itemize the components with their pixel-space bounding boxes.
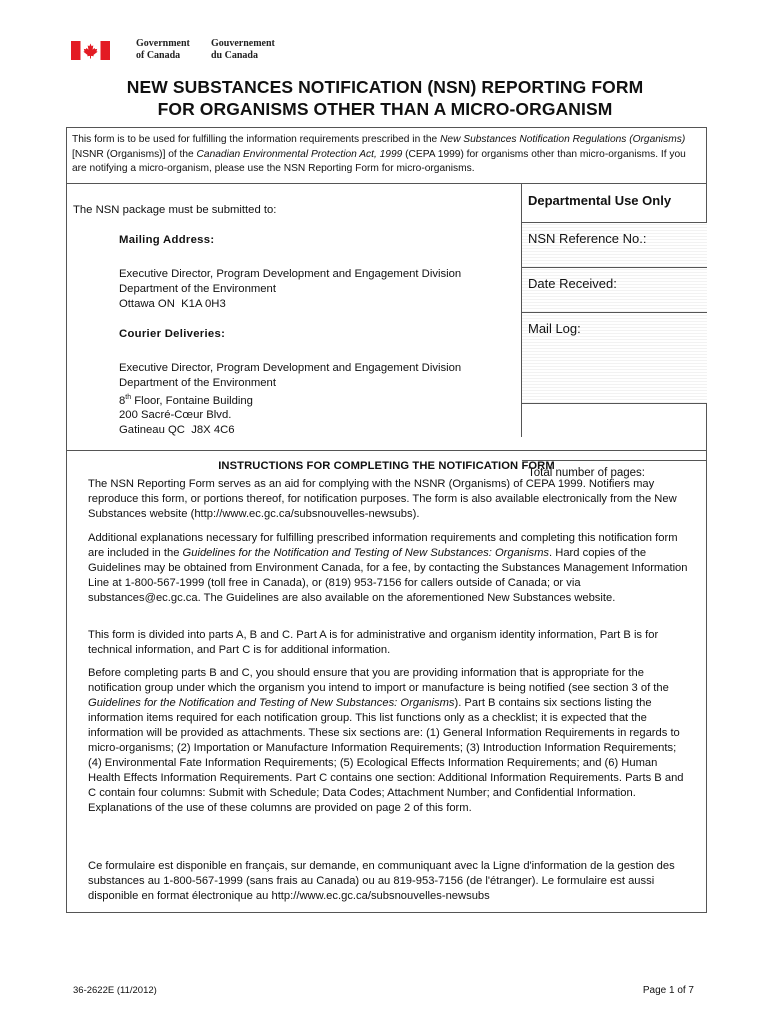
intro-part-3: [NSNR (Organisms)] of the <box>72 148 197 160</box>
gov-en-line2: of Canada <box>136 50 181 61</box>
courier-line-4: 200 Sacré-Cœur Blvd. <box>119 409 232 422</box>
gov-fr-line1: Gouvernement <box>211 38 275 49</box>
courier-floor-rest: Floor, Fontaine Building <box>131 394 253 407</box>
instructions-paragraph-4 <box>88 666 688 816</box>
intro-part-5: (CEPA 1999) for organisms other than micro-organisms. If you are notifying a micro-organism, please use the NSN Reporting Form for micro-organisms. <box>72 148 686 174</box>
departmental-use-heading: Departmental Use Only <box>522 184 707 223</box>
government-of-canada-en <box>136 38 190 62</box>
instructions-paragraph-3: This form is divided into parts A, B and C. Part A is for administrative and organism identity information, Part B is for technical information, and Part C is for additional information. <box>88 629 659 656</box>
instructions-heading: INSTRUCTIONS FOR COMPLETING THE NOTIFICATION FORM <box>218 460 555 472</box>
gov-fr-line2: du Canada <box>211 50 258 61</box>
p2-text-c: . Hard copies of the Guidelines may be obtained from Environment Canada, for a fee, by contacting the Substances Management Information Line at 1-800-567-1999 (toll free in Canada), or (819) 953-7156 for callers outside of Canada; or via substances@ec.gc.ca. The Guidelines are also available on the aforementioned New Substances website. <box>88 547 688 604</box>
courier-address <box>119 361 461 438</box>
intro-regulations-title: New Substances Notification Regulations (Organisms) <box>440 134 686 145</box>
gov-en-line1: Government <box>136 38 190 49</box>
page-title <box>60 76 710 120</box>
mailing-address: Executive Director, Program Development and Engagement Division Department of the Environment Ottawa ON K1A 0H3 <box>119 268 462 310</box>
nsn-reference-label: NSN Reference No.: <box>528 231 647 246</box>
form-frame <box>66 127 707 913</box>
intro-text <box>72 133 700 177</box>
canada-flag-icon <box>71 41 110 60</box>
french-availability-note: Ce formulaire est disponible en français, sur demande, en communiquant avec la Ligne d'information de la gestion des substances au 1-800-567-1999 (sans frais au Canada) ou au 819-953-7156 (de l'étranger). Le formulaire est aussi disponible en format électronique au http://www.ec.gc.ca/subsnouvelles-newsubs <box>88 860 675 902</box>
title-line-1: NEW SUBSTANCES NOTIFICATION (NSN) REPORTING FORM <box>126 77 644 97</box>
submission-heading: The NSN package must be submitted to: <box>73 204 277 216</box>
mail-log-label: Mail Log: <box>528 321 581 336</box>
page-number: Page 1 of 7 <box>642 985 694 996</box>
instructions-paragraph-2 <box>88 531 688 606</box>
p2-text-a: Additional explanations necessary for fulfilling prescribed information requirements and completing this notification form are included in the <box>88 532 678 559</box>
mailing-address-label: Mailing Address: <box>119 234 215 246</box>
guidelines-title: Guidelines for the Notification and Testing of New Substances: Organisms <box>182 547 550 559</box>
intro-act-title: Canadian Environmental Protection Act, 1999 <box>196 148 403 160</box>
instructions-paragraph-1: The NSN Reporting Form serves as an aid for complying with the NSNR (Organisms) of CEPA 1999. Notifiers may reproduce this form, or portions thereof, for notification purposes. The form is also available electronically from the New Substances website (http://www.ec.gc.ca/subsnouvelles-newsubs). <box>88 478 677 520</box>
courier-line-1: Executive Director, Program Development and Engagement Division <box>119 362 462 374</box>
intro-part-1: This form is to be used for fulfilling the information requirements prescribed in the <box>72 134 441 145</box>
courier-deliveries-label: Courier Deliveries: <box>119 328 226 340</box>
departmental-use-panel <box>521 184 706 479</box>
nsn-reference-field[interactable] <box>522 223 707 268</box>
government-of-canada-fr <box>211 38 275 62</box>
divider <box>67 450 706 451</box>
courier-floor-suffix: th <box>125 393 132 401</box>
date-received-label: Date Received: <box>528 276 617 291</box>
courier-line-5: Gatineau QC J8X 4C6 <box>119 423 235 436</box>
form-code: 36-2622E (11/2012) <box>73 985 157 996</box>
total-pages-label: Total number of pages: <box>528 467 645 479</box>
courier-line-3 <box>119 391 461 409</box>
p4-text-c: ). Part B contains six sections listing the information items required for each notification group. This list functions only as a checklist; it is expected that the information will be provided as attachments. These six sections are: (1) General Information Requirements in regards to micro-organisms; (2) Importation or Manufacture Information Requirements; (3) Introduction Information Requirements; (4) Environmental Fate Information Requirements; (5) Ecological Effects Information Requirements; and (6) Human Health Effects Information Requirements. Part C contains one section: Additional Information Requirements. Parts B and C contain four columns: Submit with Schedule; Data Codes; Attachment Number; and Confidential Information. Explanations of the use of these columns are provided on page 2 of this form. <box>88 697 684 814</box>
title-line-2: FOR ORGANISMS OTHER THAN A MICRO-ORGANISM <box>157 99 613 119</box>
guidelines-title: Guidelines for the Notification and Testing of New Substances: Organisms <box>88 697 455 709</box>
mail-log-field[interactable] <box>522 313 707 404</box>
date-received-field[interactable] <box>522 268 707 313</box>
courier-floor-number: 8 <box>119 394 126 407</box>
p4-text-a: Before completing parts B and C, you should ensure that you are providing information that is appropriate for the notification group under which the organism you intend to import or manufacture is being notified (see section 3 of the <box>88 667 669 694</box>
courier-line-2: Department of the Environment <box>119 376 276 389</box>
